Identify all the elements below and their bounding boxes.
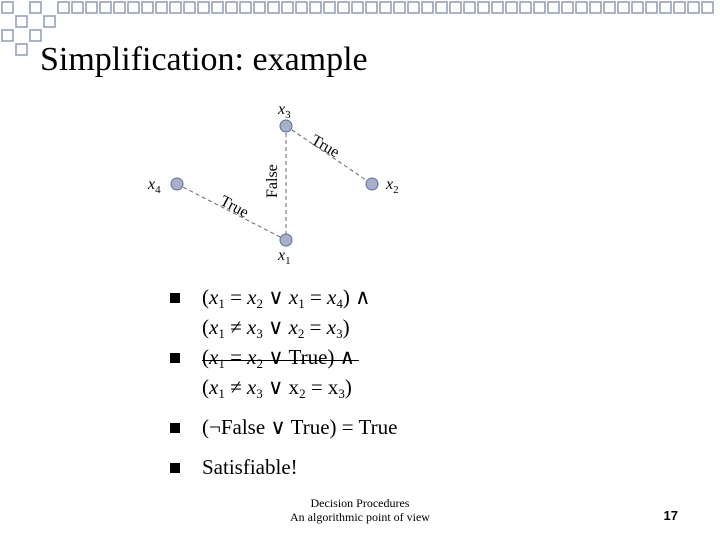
node-x1-label: $x_1$ (278, 247, 291, 267)
edge-x4-x1-label: True (217, 192, 252, 222)
formula-line: ($x_1 \ne x_3$ ∨ $x_2 = x_3$) (202, 315, 350, 341)
bullet-marker (170, 423, 180, 433)
page-number: 17 (663, 508, 678, 523)
formula-line: ($x_1 = x_2$ ∨ $x_1 = x_4$) ∧ (202, 285, 371, 311)
edge-x3-x1-label: False (264, 164, 281, 198)
node-x1 (280, 234, 292, 246)
footer-title: Decision Procedures (310, 496, 410, 510)
node-x4-label: $x_4$ (148, 176, 161, 196)
node-x3-label: $x_3$ (278, 101, 291, 121)
node-x3 (280, 120, 292, 132)
bullet-marker (170, 353, 180, 363)
slide-title: Simplification: example (40, 41, 368, 78)
node-x2-label: $x_2$ (386, 176, 399, 196)
node-x4 (171, 178, 183, 190)
bullet-marker (170, 463, 180, 473)
footer (270, 496, 450, 524)
edge-x3-x2-label: True (308, 131, 343, 162)
formula-line: ($x_1 \ne x_3$ ∨ $x_2 = x_3$) (202, 375, 352, 401)
node-x2 (366, 178, 378, 190)
bullet-marker (170, 293, 180, 303)
footer-subtitle: An algorithmic point of view (290, 510, 430, 524)
formula-line: (¬False ∨ True) = True (202, 415, 398, 439)
bullet-text: Satisfiable! (202, 455, 298, 479)
struck-formula-line: ($x_1 = x_2$ ∨ True) ∧ (202, 345, 356, 371)
